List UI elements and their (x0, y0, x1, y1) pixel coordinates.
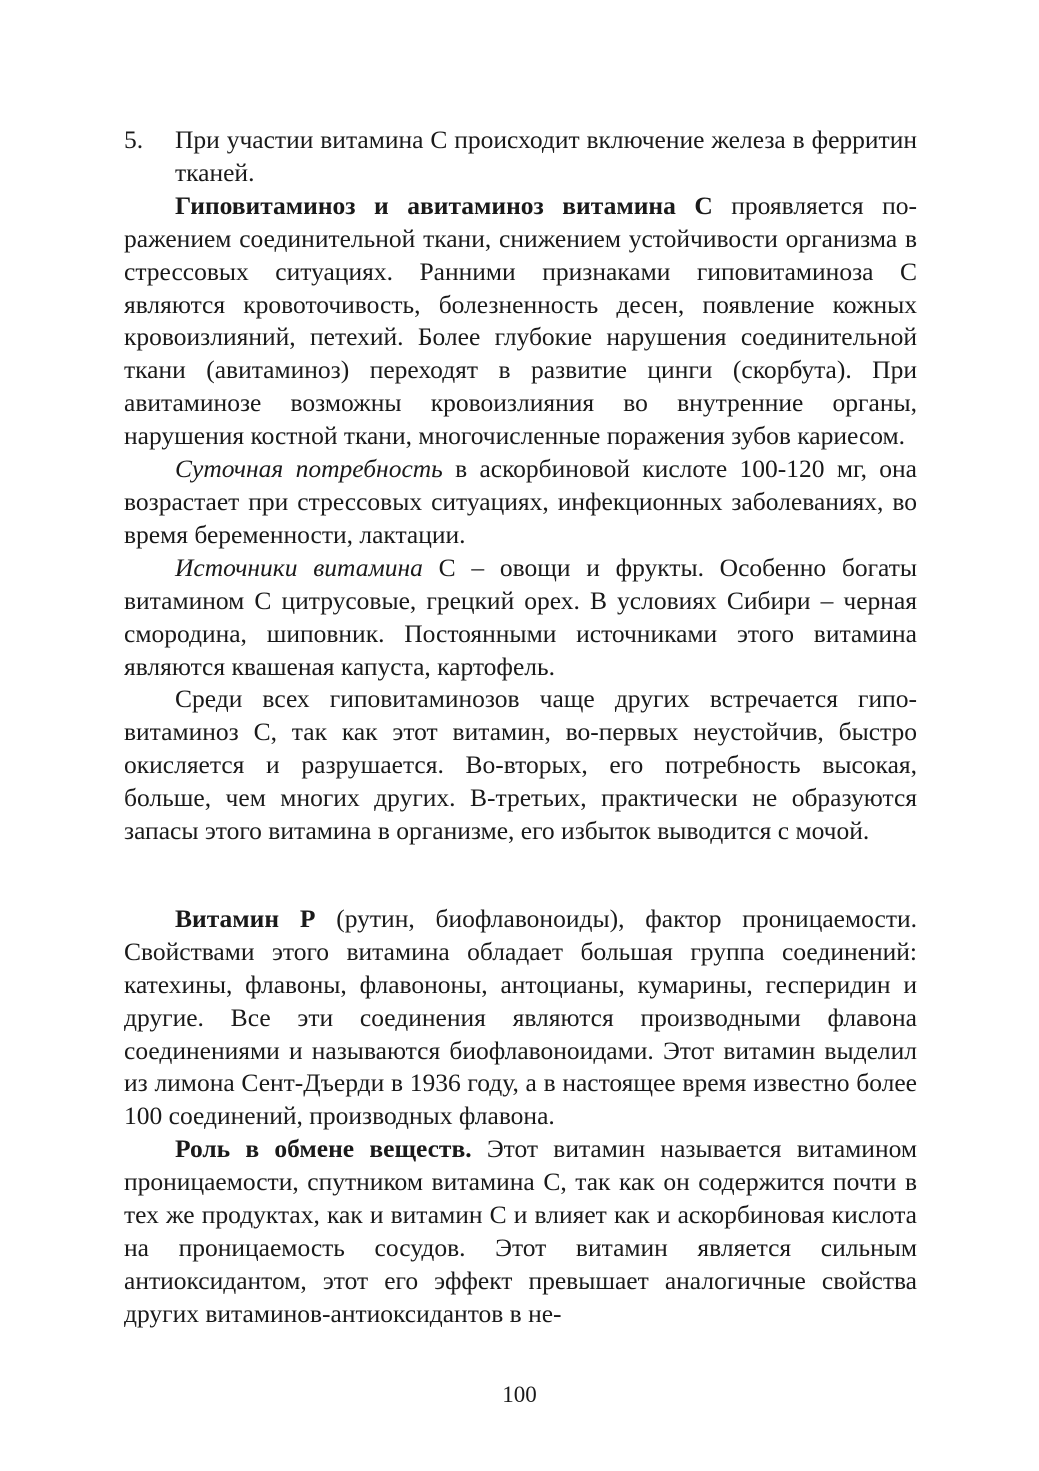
paragraph-deficiency-frequency (124, 683, 917, 848)
paragraph-text: (рутин, биофлавоноиды), фактор проницаемости. Свойствами этого витамина обладает большая группа соединений: катехины, флавоны, флавононы, антоцианы, кумарины, гесперидин и другие. Все эти соединения являются производными флавона соединениями и называются биофлавоноидами. Этот витамин выделил из лимона Сент-Дъерди в 1936 году, а в настоящее время известно более 100 соединений, производных флавона. (124, 903, 917, 1131)
paragraph-text: в аскорбиновой кислоте 100-120 мг, она возрастает при стрессовых ситуациях, инфекционных заболеваниях, во время беременности, лактации. (124, 454, 917, 549)
paragraph-text: проявляется поражением соединительной ткани, снижением устойчивости организма в стрессовых ситуациях. Ранними признаками гиповитаминоза С являются кровоточивость, болезненность десен, появление кожных кровоизлияний, петехий. Более глубокие нарушения соединительной ткани (авитаминоз) переходят в развитие цинги (скорбута). При авитаминозе возможны кровоизлияния во внутренние органы, нарушения костной ткани, многочисленные поражения зубов кариесом. (124, 190, 917, 451)
paragraph-sources (124, 552, 917, 684)
paragraph-text: Этот витамин называется витамином проницаемости, спутником витамина С, так как он содержится почти в тех же продуктах, как и витамин С и влияет как и аскорбиновая кислота на проницаемость сосудов. Этот витамин является сильным антиоксидантом, этот его эффект превышает аналогичные свойства других витаминов-антиоксидантов в не- (124, 1134, 917, 1328)
paragraph-text: С – овощи и фрукты. Особенно богаты витамином С цитрусовые, грецкий орех. В условиях Сибири – черная смородина, шиповник. Постоянными источниками этого витамина являются квашеная капуста, картофель. (124, 552, 917, 681)
paragraph-daily-requirement (124, 453, 917, 552)
page-body (124, 124, 917, 1331)
paragraph-vitamin-p (124, 903, 917, 1133)
list-item-text: При участии витамина С происходит включение железа в ферритин тканей. (175, 125, 917, 187)
paragraph-term: Суточная потребность (175, 454, 443, 484)
paragraph-heading: Витамин Р (175, 903, 316, 933)
list-number: 5. (124, 125, 144, 154)
paragraph-heading: Роль в обмене веществ. (175, 1134, 472, 1164)
page-number: 100 (502, 1382, 537, 1407)
paragraph-term: Источники витамина (175, 552, 423, 582)
paragraph-metabolic-role (124, 1133, 917, 1330)
section-gap (124, 848, 917, 903)
paragraph-hypovitaminosis (124, 190, 917, 453)
paragraph-heading: Гиповитаминоз и авитаминоз витамина С (175, 190, 713, 220)
list-item (124, 124, 917, 190)
paragraph-text: Среди всех гиповитаминозов чаще других встречается гиповитаминоз С, так как этот витамин, во-первых неустойчив, быстро окисляется и разрушается. Во-вторых, его потребность высокая, больше, чем многих других. В-третьих, практически не образуются запасы этого витамина в организме, его избыток выводится с мочой. (124, 684, 917, 846)
